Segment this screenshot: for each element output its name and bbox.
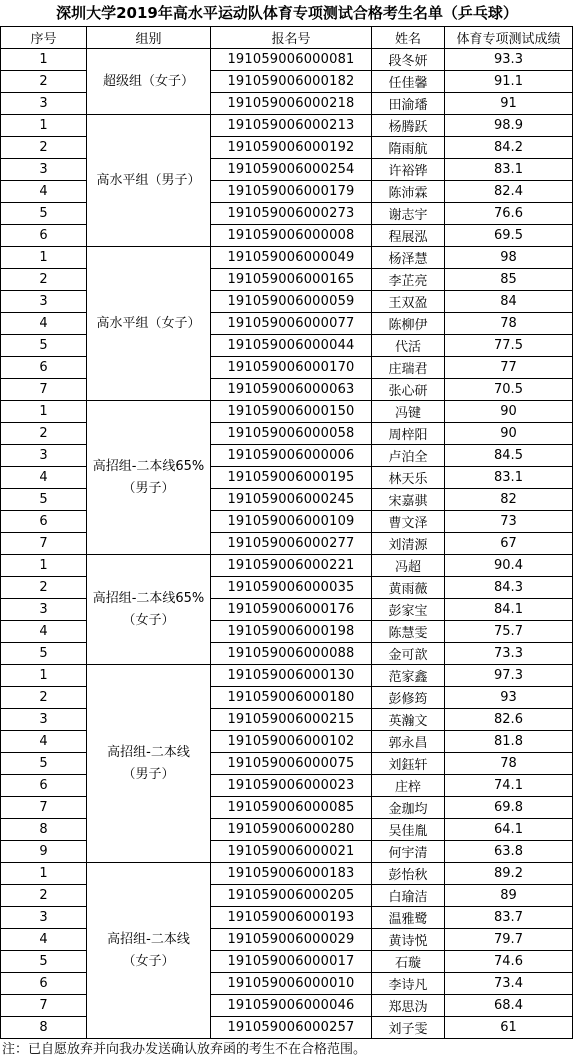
table-row bbox=[1, 687, 573, 709]
cell-registration-number: 191059006000218 bbox=[211, 93, 372, 115]
table-row bbox=[1, 247, 573, 269]
cell-registration-number: 191059006000063 bbox=[211, 379, 372, 401]
cell-registration-number: 191059006000150 bbox=[211, 401, 372, 423]
cell-name: 黄诗悦 bbox=[372, 929, 445, 951]
document-title: 深圳大学2019年高水平运动队体育专项测试合格考生名单（乒乓球） bbox=[56, 4, 518, 22]
cell-score: 89.2 bbox=[445, 863, 573, 885]
cell-index: 9 bbox=[1, 841, 87, 863]
table-row bbox=[1, 269, 573, 291]
cell-name: 隋雨航 bbox=[372, 137, 445, 159]
cell-name: 何宇清 bbox=[372, 841, 445, 863]
cell-index: 2 bbox=[1, 269, 87, 291]
cell-name: 庄梓 bbox=[372, 775, 445, 797]
cell-registration-number: 191059006000058 bbox=[211, 423, 372, 445]
cell-index: 5 bbox=[1, 951, 87, 973]
cell-name: 张心研 bbox=[372, 379, 445, 401]
table-row bbox=[1, 401, 573, 423]
cell-group bbox=[87, 665, 211, 863]
cell-registration-number: 191059006000102 bbox=[211, 731, 372, 753]
cell-registration-number: 191059006000049 bbox=[211, 247, 372, 269]
cell-score: 83.1 bbox=[445, 467, 573, 489]
cell-index: 8 bbox=[1, 1017, 87, 1039]
cell-index: 7 bbox=[1, 379, 87, 401]
cell-registration-number: 191059006000021 bbox=[211, 841, 372, 863]
table-row bbox=[1, 423, 573, 445]
cell-index: 3 bbox=[1, 907, 87, 929]
table-row bbox=[1, 797, 573, 819]
cell-index: 2 bbox=[1, 577, 87, 599]
header-row bbox=[1, 27, 573, 49]
group-label-line: 高招组-二本线 bbox=[107, 744, 190, 760]
cell-name: 彭修筠 bbox=[372, 687, 445, 709]
cell-score: 89 bbox=[445, 885, 573, 907]
cell-name: 冯超 bbox=[372, 555, 445, 577]
cell-registration-number: 191059006000221 bbox=[211, 555, 372, 577]
cell-name: 程展泓 bbox=[372, 225, 445, 247]
cell-score: 91 bbox=[445, 93, 573, 115]
group-label-line: 超级组（女子） bbox=[102, 73, 194, 89]
cell-score: 84 bbox=[445, 291, 573, 313]
cell-index: 3 bbox=[1, 709, 87, 731]
cell-score: 61 bbox=[445, 1017, 573, 1039]
table-row bbox=[1, 885, 573, 907]
cell-index: 3 bbox=[1, 445, 87, 467]
cell-registration-number: 191059006000046 bbox=[211, 995, 372, 1017]
group-label-line: 高招组-二本线 bbox=[107, 931, 190, 947]
cell-score: 77 bbox=[445, 357, 573, 379]
cell-index: 7 bbox=[1, 533, 87, 555]
cell-registration-number: 191059006000075 bbox=[211, 753, 372, 775]
cell-group bbox=[87, 115, 211, 247]
table-row bbox=[1, 467, 573, 489]
table-row bbox=[1, 555, 573, 577]
cell-registration-number: 191059006000006 bbox=[211, 445, 372, 467]
table-row bbox=[1, 159, 573, 181]
cell-registration-number: 191059006000193 bbox=[211, 907, 372, 929]
group-label-line: （女子） bbox=[122, 612, 175, 628]
cell-index: 3 bbox=[1, 159, 87, 181]
cell-score: 85 bbox=[445, 269, 573, 291]
cell-index: 2 bbox=[1, 885, 87, 907]
table-row bbox=[1, 599, 573, 621]
cell-index: 1 bbox=[1, 555, 87, 577]
cell-score: 90.4 bbox=[445, 555, 573, 577]
table-row bbox=[1, 973, 573, 995]
table-row bbox=[1, 775, 573, 797]
cell-score: 63.8 bbox=[445, 841, 573, 863]
table-row bbox=[1, 643, 573, 665]
cell-score: 82.6 bbox=[445, 709, 573, 731]
table-row bbox=[1, 819, 573, 841]
cell-index: 5 bbox=[1, 335, 87, 357]
cell-name: 刘子雯 bbox=[372, 1017, 445, 1039]
cell-index: 2 bbox=[1, 71, 87, 93]
table-row bbox=[1, 709, 573, 731]
cell-name: 金可歆 bbox=[372, 643, 445, 665]
cell-name: 英瀚文 bbox=[372, 709, 445, 731]
cell-score: 98.9 bbox=[445, 115, 573, 137]
cell-registration-number: 191059006000109 bbox=[211, 511, 372, 533]
cell-score: 75.7 bbox=[445, 621, 573, 643]
table-row bbox=[1, 731, 573, 753]
cell-index: 4 bbox=[1, 731, 87, 753]
cell-registration-number: 191059006000081 bbox=[211, 49, 372, 71]
cell-index: 5 bbox=[1, 643, 87, 665]
table-row bbox=[1, 863, 573, 885]
group-label-line: 高水平组（女子） bbox=[96, 315, 201, 331]
cell-registration-number: 191059006000088 bbox=[211, 643, 372, 665]
cell-index: 4 bbox=[1, 929, 87, 951]
cell-registration-number: 191059006000273 bbox=[211, 203, 372, 225]
table-row bbox=[1, 995, 573, 1017]
cell-registration-number: 191059006000077 bbox=[211, 313, 372, 335]
cell-index: 4 bbox=[1, 181, 87, 203]
table-row bbox=[1, 577, 573, 599]
cell-registration-number: 191059006000195 bbox=[211, 467, 372, 489]
table-row bbox=[1, 137, 573, 159]
header-score: 体育专项测试成绩 bbox=[445, 27, 573, 49]
table-row bbox=[1, 753, 573, 775]
cell-name: 谢志宇 bbox=[372, 203, 445, 225]
cell-index: 6 bbox=[1, 511, 87, 533]
cell-name: 周梓阳 bbox=[372, 423, 445, 445]
cell-name: 任佳馨 bbox=[372, 71, 445, 93]
table-row bbox=[1, 841, 573, 863]
cell-score: 79.7 bbox=[445, 929, 573, 951]
cell-name: 陈柳伊 bbox=[372, 313, 445, 335]
table-row bbox=[1, 511, 573, 533]
cell-name: 李芷亮 bbox=[372, 269, 445, 291]
group-label-line: 高招组-二本线65% bbox=[92, 590, 205, 606]
cell-name: 温雅鹭 bbox=[372, 907, 445, 929]
table-row bbox=[1, 951, 573, 973]
cell-registration-number: 191059006000085 bbox=[211, 797, 372, 819]
footnote: 注：已自愿放弃并向我办发送确认放弃函的考生不在合格范围。 bbox=[2, 1042, 367, 1057]
cell-index: 6 bbox=[1, 973, 87, 995]
cell-name: 代活 bbox=[372, 335, 445, 357]
cell-score: 91.1 bbox=[445, 71, 573, 93]
cell-group bbox=[87, 49, 211, 115]
cell-index: 2 bbox=[1, 687, 87, 709]
cell-registration-number: 191059006000254 bbox=[211, 159, 372, 181]
cell-score: 77.5 bbox=[445, 335, 573, 357]
cell-registration-number: 191059006000010 bbox=[211, 973, 372, 995]
cell-index: 2 bbox=[1, 137, 87, 159]
cell-index: 6 bbox=[1, 357, 87, 379]
cell-registration-number: 191059006000213 bbox=[211, 115, 372, 137]
cell-score: 81.8 bbox=[445, 731, 573, 753]
table-row bbox=[1, 1017, 573, 1039]
cell-index: 5 bbox=[1, 489, 87, 511]
cell-score: 84.3 bbox=[445, 577, 573, 599]
cell-score: 90 bbox=[445, 401, 573, 423]
group-label-line: 高水平组（男子） bbox=[96, 172, 201, 188]
cell-group bbox=[87, 555, 211, 665]
cell-score: 74.6 bbox=[445, 951, 573, 973]
cell-score: 83.1 bbox=[445, 159, 573, 181]
cell-name: 刘鈺轩 bbox=[372, 753, 445, 775]
cell-registration-number: 191059006000008 bbox=[211, 225, 372, 247]
table-row bbox=[1, 489, 573, 511]
table-row bbox=[1, 181, 573, 203]
group-label-line: （女子） bbox=[122, 953, 175, 969]
cell-score: 69.5 bbox=[445, 225, 573, 247]
table-row bbox=[1, 929, 573, 951]
cell-name: 许裕铧 bbox=[372, 159, 445, 181]
table-row bbox=[1, 357, 573, 379]
cell-registration-number: 191059006000245 bbox=[211, 489, 372, 511]
cell-index: 1 bbox=[1, 665, 87, 687]
table-body bbox=[1, 49, 573, 1039]
cell-registration-number: 191059006000180 bbox=[211, 687, 372, 709]
cell-group bbox=[87, 401, 211, 555]
cell-score: 90 bbox=[445, 423, 573, 445]
cell-index: 6 bbox=[1, 775, 87, 797]
table-row bbox=[1, 93, 573, 115]
table-row bbox=[1, 49, 573, 71]
cell-index: 1 bbox=[1, 863, 87, 885]
cell-registration-number: 191059006000130 bbox=[211, 665, 372, 687]
cell-index: 8 bbox=[1, 819, 87, 841]
cell-registration-number: 191059006000044 bbox=[211, 335, 372, 357]
cell-name: 陈慧雯 bbox=[372, 621, 445, 643]
cell-registration-number: 191059006000215 bbox=[211, 709, 372, 731]
table-row bbox=[1, 291, 573, 313]
cell-registration-number: 191059006000023 bbox=[211, 775, 372, 797]
cell-score: 93 bbox=[445, 687, 573, 709]
cell-name: 白瑜洁 bbox=[372, 885, 445, 907]
cell-name: 林天乐 bbox=[372, 467, 445, 489]
cell-name: 刘清源 bbox=[372, 533, 445, 555]
cell-name: 彭怡秋 bbox=[372, 863, 445, 885]
cell-name: 卢泊全 bbox=[372, 445, 445, 467]
cell-index: 5 bbox=[1, 203, 87, 225]
cell-score: 82.4 bbox=[445, 181, 573, 203]
cell-index: 5 bbox=[1, 753, 87, 775]
cell-registration-number: 191059006000257 bbox=[211, 1017, 372, 1039]
cell-group bbox=[87, 247, 211, 401]
table-row bbox=[1, 907, 573, 929]
cell-registration-number: 191059006000029 bbox=[211, 929, 372, 951]
cell-score: 84.5 bbox=[445, 445, 573, 467]
cell-index: 4 bbox=[1, 313, 87, 335]
cell-name: 金珈均 bbox=[372, 797, 445, 819]
table-row bbox=[1, 225, 573, 247]
cell-index: 3 bbox=[1, 291, 87, 313]
cell-registration-number: 191059006000198 bbox=[211, 621, 372, 643]
cell-score: 73.3 bbox=[445, 643, 573, 665]
cell-score: 84.1 bbox=[445, 599, 573, 621]
cell-registration-number: 191059006000182 bbox=[211, 71, 372, 93]
cell-name: 杨泽慧 bbox=[372, 247, 445, 269]
cell-score: 64.1 bbox=[445, 819, 573, 841]
cell-index: 4 bbox=[1, 467, 87, 489]
cell-score: 70.5 bbox=[445, 379, 573, 401]
table-row bbox=[1, 335, 573, 357]
cell-index: 7 bbox=[1, 995, 87, 1017]
cell-registration-number: 191059006000183 bbox=[211, 863, 372, 885]
cell-index: 3 bbox=[1, 599, 87, 621]
cell-name: 庄瑞君 bbox=[372, 357, 445, 379]
header-registration-number: 报名号 bbox=[211, 27, 372, 49]
cell-registration-number: 191059006000192 bbox=[211, 137, 372, 159]
table-row bbox=[1, 445, 573, 467]
cell-score: 73 bbox=[445, 511, 573, 533]
results-table bbox=[0, 26, 573, 1039]
cell-index: 6 bbox=[1, 225, 87, 247]
cell-name: 田渝璠 bbox=[372, 93, 445, 115]
table-row bbox=[1, 71, 573, 93]
table-row bbox=[1, 665, 573, 687]
cell-score: 78 bbox=[445, 753, 573, 775]
cell-score: 84.2 bbox=[445, 137, 573, 159]
cell-score: 78 bbox=[445, 313, 573, 335]
cell-registration-number: 191059006000179 bbox=[211, 181, 372, 203]
table-row bbox=[1, 533, 573, 555]
header-group: 组别 bbox=[87, 27, 211, 49]
cell-registration-number: 191059006000165 bbox=[211, 269, 372, 291]
cell-index: 3 bbox=[1, 93, 87, 115]
cell-name: 宋嘉骐 bbox=[372, 489, 445, 511]
cell-score: 83.7 bbox=[445, 907, 573, 929]
header-name: 姓名 bbox=[372, 27, 445, 49]
cell-name: 郭永昌 bbox=[372, 731, 445, 753]
header-index: 序号 bbox=[1, 27, 87, 49]
table-row bbox=[1, 313, 573, 335]
cell-score: 76.6 bbox=[445, 203, 573, 225]
cell-score: 97.3 bbox=[445, 665, 573, 687]
group-label-line: （男子） bbox=[122, 480, 175, 496]
cell-registration-number: 191059006000035 bbox=[211, 577, 372, 599]
cell-name: 陈沛霖 bbox=[372, 181, 445, 203]
table-row bbox=[1, 115, 573, 137]
cell-registration-number: 191059006000176 bbox=[211, 599, 372, 621]
cell-index: 4 bbox=[1, 621, 87, 643]
cell-name: 王双盈 bbox=[372, 291, 445, 313]
cell-score: 73.4 bbox=[445, 973, 573, 995]
cell-name: 杨腾跃 bbox=[372, 115, 445, 137]
cell-index: 1 bbox=[1, 49, 87, 71]
cell-registration-number: 191059006000205 bbox=[211, 885, 372, 907]
cell-name: 李诗凡 bbox=[372, 973, 445, 995]
cell-registration-number: 191059006000170 bbox=[211, 357, 372, 379]
cell-index: 1 bbox=[1, 115, 87, 137]
cell-name: 吴佳胤 bbox=[372, 819, 445, 841]
cell-registration-number: 191059006000280 bbox=[211, 819, 372, 841]
cell-group bbox=[87, 863, 211, 1039]
cell-name: 黄雨薇 bbox=[372, 577, 445, 599]
table-row bbox=[1, 621, 573, 643]
table-row bbox=[1, 379, 573, 401]
group-label-line: （男子） bbox=[122, 766, 175, 782]
cell-name: 郑思沩 bbox=[372, 995, 445, 1017]
cell-score: 98 bbox=[445, 247, 573, 269]
cell-score: 74.1 bbox=[445, 775, 573, 797]
cell-registration-number: 191059006000277 bbox=[211, 533, 372, 555]
cell-index: 7 bbox=[1, 797, 87, 819]
cell-index: 1 bbox=[1, 247, 87, 269]
cell-score: 82 bbox=[445, 489, 573, 511]
cell-score: 93.3 bbox=[445, 49, 573, 71]
cell-name: 段冬妍 bbox=[372, 49, 445, 71]
cell-name: 曹文泽 bbox=[372, 511, 445, 533]
cell-registration-number: 191059006000017 bbox=[211, 951, 372, 973]
cell-name: 冯键 bbox=[372, 401, 445, 423]
cell-index: 1 bbox=[1, 401, 87, 423]
cell-registration-number: 191059006000059 bbox=[211, 291, 372, 313]
cell-score: 67 bbox=[445, 533, 573, 555]
cell-name: 石璇 bbox=[372, 951, 445, 973]
cell-index: 2 bbox=[1, 423, 87, 445]
cell-score: 69.8 bbox=[445, 797, 573, 819]
cell-name: 范家鑫 bbox=[372, 665, 445, 687]
table-row bbox=[1, 203, 573, 225]
cell-name: 彭家宝 bbox=[372, 599, 445, 621]
group-label-line: 高招组-二本线65% bbox=[92, 458, 205, 474]
cell-score: 68.4 bbox=[445, 995, 573, 1017]
